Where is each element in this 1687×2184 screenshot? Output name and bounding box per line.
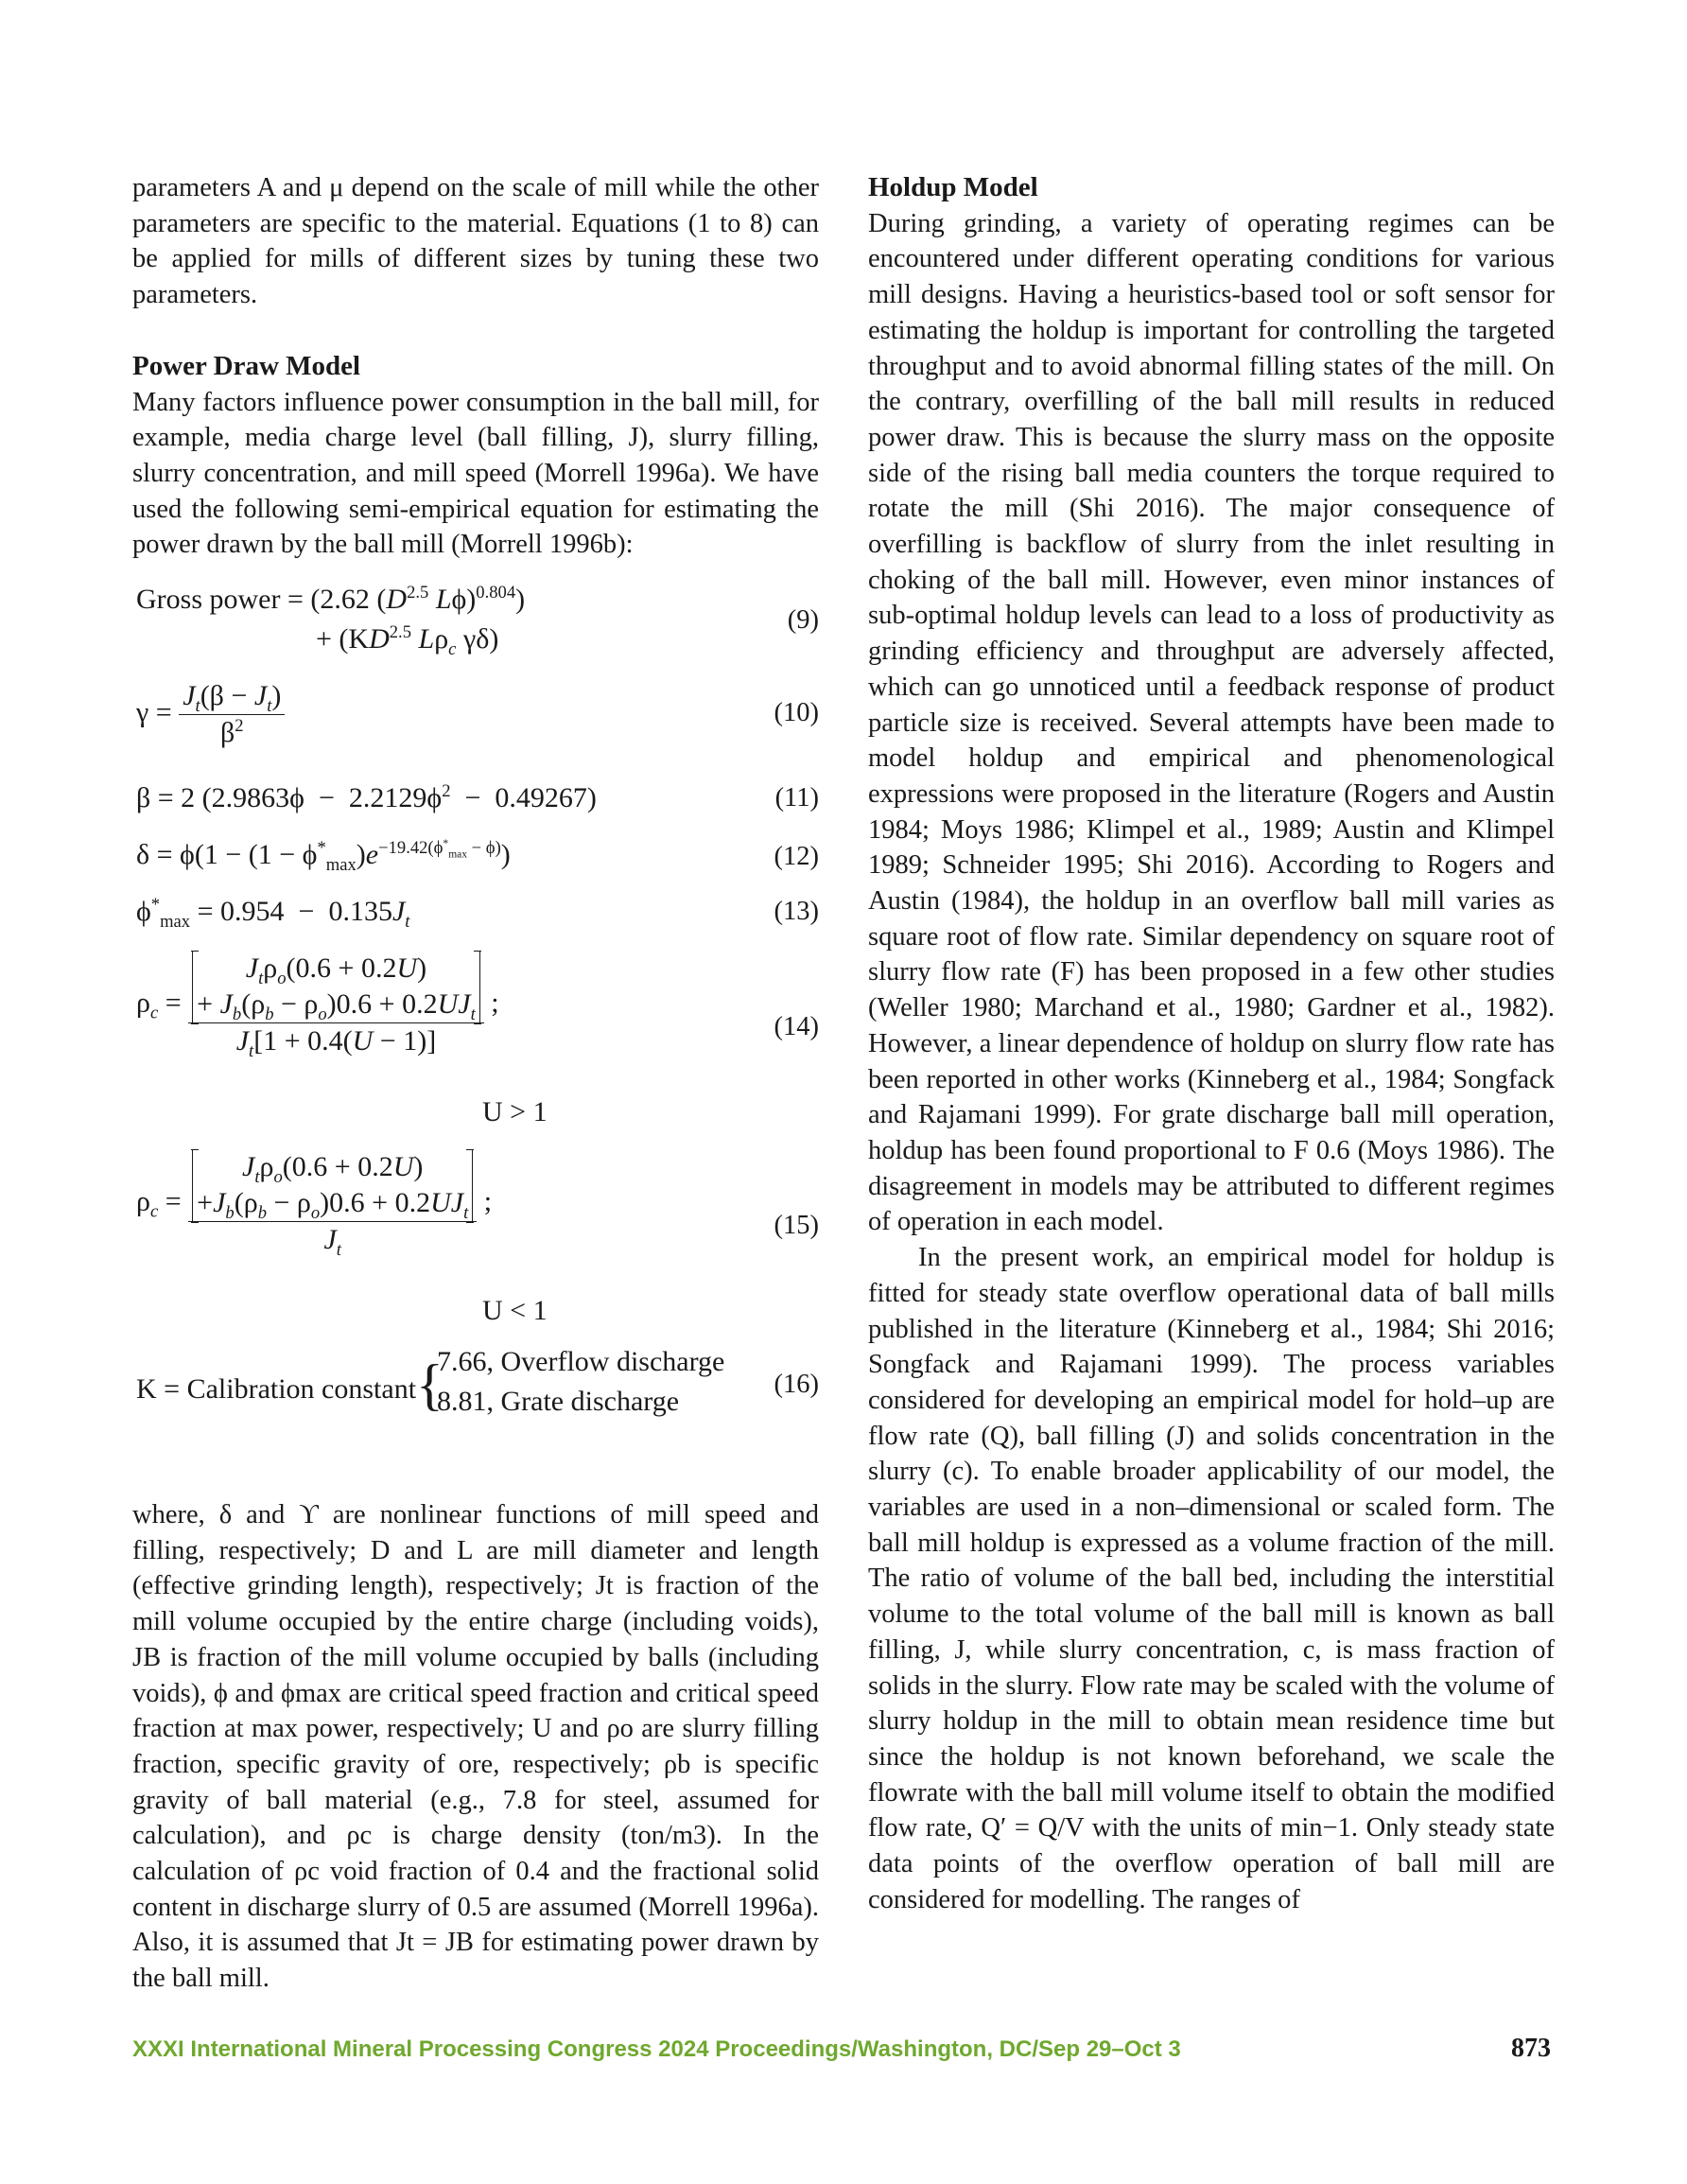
eq-number-12: (12) <box>774 842 819 872</box>
eq15-condition: U < 1 <box>482 1295 548 1327</box>
equation-13: $\phi^*_{max} = 0.954 - 0.135J_t$ <box>136 895 410 933</box>
eq-number-13: (13) <box>774 897 819 927</box>
paragraph-power-intro: Many factors influence power consumption in the ball mill, for example, media charge level (ball filling, J), slurry filling, slurry concentration, and mill speed (Morrell 1996a). We have used the following semi-empirical equation for estimating the power drawn by the ball mill (Morrell 1996b): <box>132 387 819 560</box>
paragraph-parameters: parameters A and μ depend on the scale of mill while the other parameters are specific to the material. Equations (1 to 8) can be applied for mills of different sizes by tuning these two parameters. <box>132 173 819 310</box>
right-column <box>868 170 1555 1917</box>
equations-block <box>132 582 819 1497</box>
equation-16: K = Calibration constant{ <box>136 1354 443 1417</box>
equation-9: Gross power = (2.62 ($D^{2.5}$ Lϕ)$^{0.804}$) <box>136 583 526 616</box>
eq-number-10: (10) <box>774 698 819 728</box>
paragraph-holdup-intro: During grinding, a variety of operating regimes can be encountered under different operating conditions for various mill designs. Having a heuristics-based tool or soft sensor for estimating the holdup is important for controlling the targeted throughput and to avoid abnormal filling states of the mill. On the contrary, overfilling of the ball mill results in reduced power draw. This is because the slurry mass on the opposite side of the rising ball media counters the torque required to rotate the mill (Shi 2016). The major consequence of overfilling is backflow of slurry from the inlet resulting in choking of the ball mill. However, even minor instances of sub-optimal holdup levels can lead to a loss of productivity as grinding efficiency and throughput are adversely affected, which can go unnoticed until a feedback response of product particle size is received. Several attempts have been made to model holdup and empirical and phenomenological expressions were proposed in the literature (Rogers and Austin 1984; Moys 1986; Klimpel et al., 1989; Austin and Klimpel 1989; Schneider 1995; Shi 2016). According to Rogers and Austin (1984), the holdup in an overflow ball mill varies as square root of flow rate. Similar dependency on square root of slurry flow rate (F) has been proposed in a few other studies (Weller 1980; Marchand et al., 1980; Gardner et al., 1982). However, a linear dependence of holdup on slurry flow rate has been reported in other works (Kinneberg et al., 1984; Songfack and Rajamani 1999). For grate discharge ball mill operation, holdup has been found proportional to F 0.6 (Moys 1986). The disagreement in models may be attributed to different regimes of operation in each model. <box>868 208 1555 1237</box>
heading-holdup-model: Holdup Model <box>868 172 1038 202</box>
equation-11: β = 2 $(2.9863\phi - 2.2129\phi^2 - 0.49267)$ <box>136 781 597 814</box>
heading-power-draw-model: Power Draw Model <box>132 350 361 381</box>
paragraph-present-work: In the present work, an empirical model for holdup is fitted for steady state overflow operational data of ball mills published in the literature (Kinneberg et al., 1984; Shi 2016; Songfack and Rajamani 1999). The process variables considered for developing an empirical model for hold–up are flow rate (Q), ball filling (J) and solids concentration in the slurry (c). To enable broader applicability of our model, the variables are used in a non–dimensional or scaled form. The ball mill holdup is expressed as a volume fraction of the mill. The ratio of volume of the ball bed, including the interstitial volume to the total volume of the ball mill is known as ball filling, J, while slurry concentration, c, is mass fraction of solids in the slurry. Flow rate may be scaled with the volume of slurry holdup in the mill to obtain mean residence time but since the holdup is not known beforehand, we scale the flowrate with the ball mill volume itself to obtain the modified flow rate, Q′ = Q/V with the units of min−1. Only steady state data points of the overflow operation of ball mill are considered for modelling. The ranges of <box>868 1243 1555 1914</box>
equation-9-line2: + ($KD^{2.5}$ $L\rho_c$ γδ) <box>316 622 499 660</box>
eq16-case-grate: 8.81, Grate discharge <box>437 1386 680 1418</box>
eq-number-9: (9) <box>787 605 819 636</box>
eq9-label: Gross power <box>136 584 281 616</box>
paragraph-where: where, δ and ϒ are nonlinear functions of mill speed and filling, respectively; D and L are mill diameter and length (effective grinding length), respectively; Jt is fraction of the mill volume occupied by the entire charge (including voids), JB is fraction of the mill volume occupied by balls (including voids), ϕ and ϕmax are critical speed fraction and critical speed fraction at max power, respectively; U and ρo are slurry filling fraction, specific gravity of ore, respectively; ρb is specific gravity of ball material (e.g., 7.8 for steel, assumed for calculation), and ρc is charge density (ton/m3). In the calculation of ρc void fraction of 0.4 and the fractional solid content in discharge slurry of 0.5 are assumed (Morrell 1996a). Also, it is assumed that Jt = JB for estimating power drawn by the ball mill. <box>132 1500 819 1994</box>
page-number: 873 <box>1511 2034 1551 2063</box>
eq-number-15: (15) <box>774 1211 819 1241</box>
footer-proceedings: XXXI International Mineral Processing Congress 2024 Proceedings/Washington, DC/Sep 29–Oct 3 <box>132 2036 1181 2062</box>
eq-number-16: (16) <box>774 1370 819 1400</box>
eq14-condition: U > 1 <box>482 1096 548 1128</box>
equation-12: $\delta = \phi(1 - (1 - \phi^*_{max})e^{-19.42(\phi^*_{max} - \phi)})$ <box>136 837 511 876</box>
eq16-label: K = Calibration constant <box>136 1373 417 1406</box>
equation-10: γ = $\frac{J_t(\beta - J_t)}{\beta^2}$ <box>136 678 285 751</box>
equation-15: $\rho_c$ = $J_t\rho_o(0.6 + 0.2U)$ $+J_b(\rho_b - \rho_o)0.6 + 0.2UJ_t$ $J_t$ ; <box>136 1151 493 1261</box>
equation-14: $\rho_c$ = $J_t\rho_o(0.6 + 0.2U)$ + $J_b(\rho_b - \rho_o)0.6 + 0.2UJ_t$ $J_t[1 + 0.4(U - 1)]$ ; <box>136 952 499 1062</box>
eq-number-14: (14) <box>774 1012 819 1042</box>
eq-number-11: (11) <box>774 783 819 813</box>
eq16-case-overflow: 7.66, Overflow discharge <box>437 1346 725 1378</box>
left-column <box>132 170 819 1997</box>
